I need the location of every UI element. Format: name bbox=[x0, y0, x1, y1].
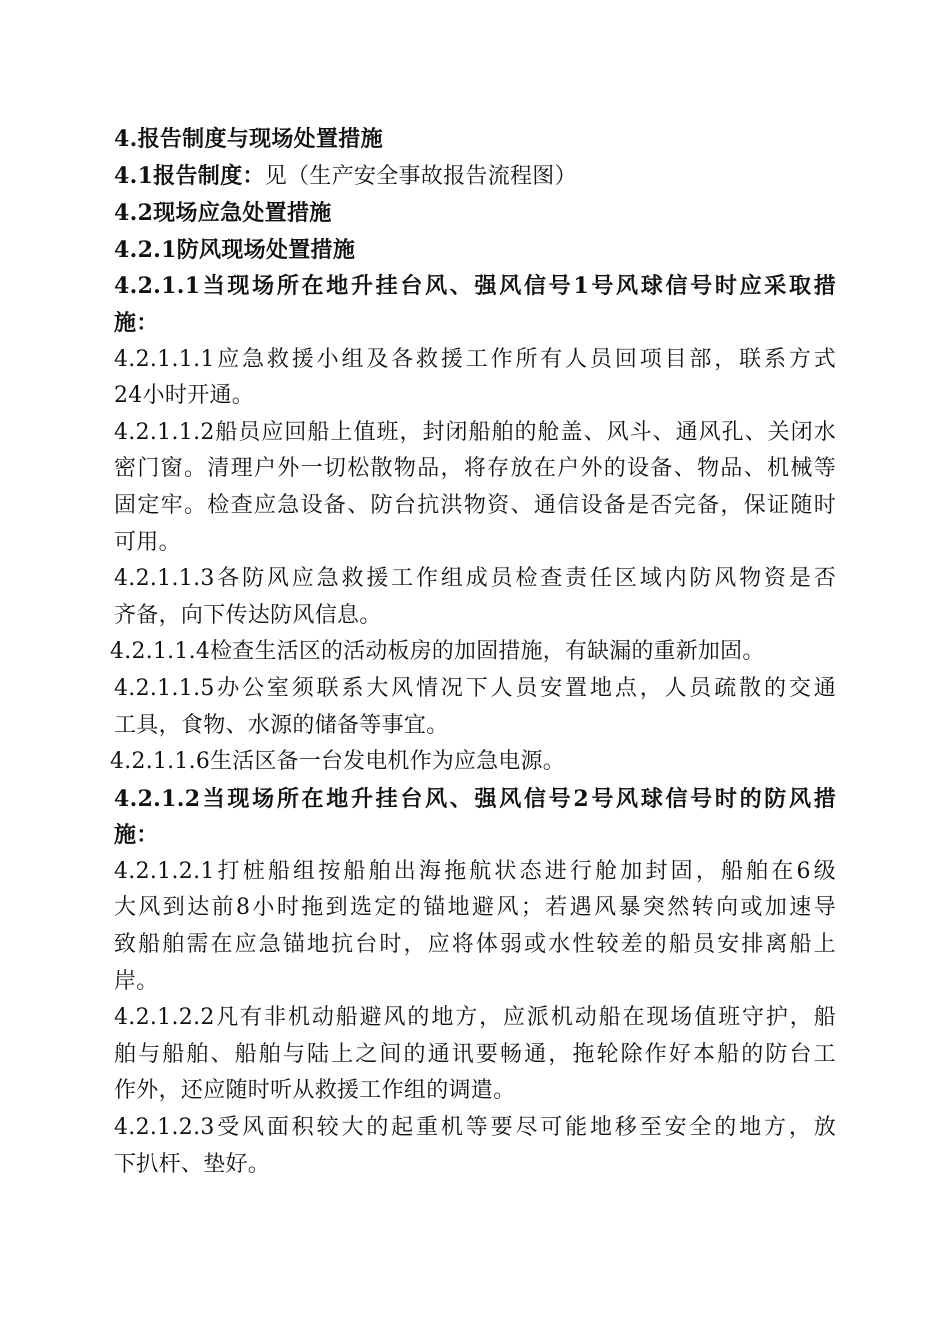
paragraph-4-2-1-1-3-line2: 齐备，向下传达防风信息。 bbox=[114, 602, 382, 628]
section-heading-4-2-1-2-line1: 4.2.1.2当现场所在地升挂台风、强风信号2号风球信号时的防风措 bbox=[114, 785, 836, 812]
document-body bbox=[110, 121, 836, 1183]
section-label-4-1: 4.1报告制度： bbox=[114, 162, 265, 189]
paragraph-4-2-1-2-1-line1: 4.2.1.2.1打桩船组按船舶出海拖航状态进行舱加封固，船舶在6级 bbox=[114, 858, 836, 884]
paragraph-4-2-1-1-4: 4.2.1.1.4检查生活区的活动板房的加固措施，有缺漏的重新加固。 bbox=[110, 639, 765, 665]
paragraph-4-2-1-1-5-line2: 工具，食物、水源的储备等事宜。 bbox=[114, 712, 449, 738]
section-text-4-1: 见（生产安全事故报告流程图） bbox=[264, 163, 577, 189]
section-heading-4-2-1-2-line2: 施： bbox=[114, 822, 159, 849]
paragraph-4-2-1-2-3-line2: 下扒杆、垫好。 bbox=[114, 1151, 271, 1177]
section-heading-4-2-1: 4.2.1防风现场处置措施 bbox=[114, 236, 356, 263]
paragraph-4-2-1-2-2-line1: 4.2.1.2.2凡有非机动船避风的地方，应派机动船在现场值班守护，船 bbox=[114, 1005, 836, 1031]
paragraph-4-2-1-2-1-line2: 大风到达前8小时拖到选定的锚地避风；若遇风暴突然转向或加速导 bbox=[114, 895, 836, 921]
paragraph-4-2-1-1-5-line1: 4.2.1.1.5办公室须联系大风情况下人员安置地点，人员疏散的交通 bbox=[114, 675, 836, 701]
section-heading-4-2-1-1-line1: 4.2.1.1当现场所在地升挂台风、强风信号1号风球信号时应采取措 bbox=[114, 273, 836, 300]
paragraph-4-2-1-2-2-line3: 作外，还应随时听从救援工作组的调遣。 bbox=[114, 1078, 516, 1104]
paragraph-4-2-1-1-1-line2: 24小时开通。 bbox=[114, 383, 255, 409]
section-heading-4-1 bbox=[114, 158, 836, 196]
section-heading-4-2: 4.2现场应急处置措施 bbox=[114, 200, 332, 227]
paragraph-4-2-1-2-1-line4: 岸。 bbox=[114, 968, 159, 994]
paragraph-4-2-1-1-2-line3: 固定牢。检查应急设备、防台抗洪物资、通信设备是否完备，保证随时 bbox=[114, 492, 836, 518]
paragraph-4-2-1-1-1-line1: 4.2.1.1.1应急救援小组及各救援工作所有人员回项目部，联系方式 bbox=[114, 346, 836, 372]
paragraph-4-2-1-2-1-line3: 致船舶需在应急锚地抗台时，应将体弱或水性较差的船员安排离船上 bbox=[114, 932, 836, 958]
paragraph-4-2-1-1-3-line1: 4.2.1.1.3各防风应急救援工作组成员检查责任区域内防风物资是否 bbox=[114, 566, 836, 592]
section-heading-4: 4.报告制度与现场处置措施 bbox=[114, 126, 383, 152]
paragraph-4-2-1-1-6: 4.2.1.1.6生活区备一台发电机作为应急电源。 bbox=[110, 749, 565, 775]
paragraph-4-2-1-1-2-line2: 密门窗。清理户外一切松散物品，将存放在户外的设备、物品、机械等 bbox=[114, 456, 836, 482]
paragraph-4-2-1-1-2-line1: 4.2.1.1.2船员应回船上值班，封闭船舶的舱盖、风斗、通风孔、关闭水 bbox=[114, 419, 836, 445]
paragraph-4-2-1-2-2-line2: 舶与船舶、船舶与陆上之间的通讯要畅通，拖轮除作好本船的防台工 bbox=[114, 1041, 836, 1067]
section-heading-4-2-1-1-line2: 施： bbox=[114, 309, 159, 336]
paragraph-4-2-1-2-3-line1: 4.2.1.2.3受风面积较大的起重机等要尽可能地移至安全的地方，放 bbox=[114, 1115, 836, 1141]
paragraph-4-2-1-1-2-line4: 可用。 bbox=[114, 529, 181, 555]
